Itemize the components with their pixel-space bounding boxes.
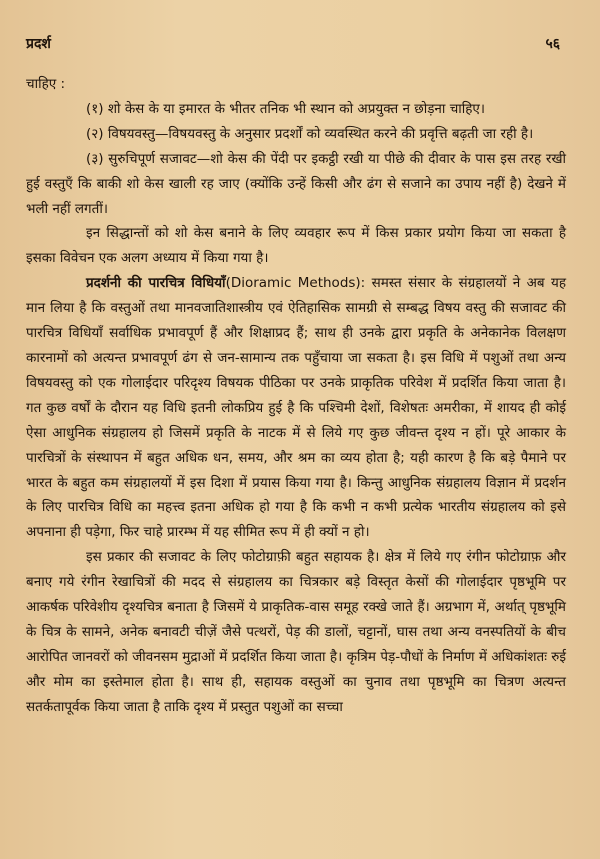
body-text xyxy=(26,72,566,720)
page-header xyxy=(26,34,560,56)
paragraph-principles-note: इन सिद्धान्तों को शो केस बनाने के लिए व्यवहार रूप में किस प्रकार प्रयोग किया जा सकता है इसका विवेचन एक अलग अध्याय में किया गया है। xyxy=(26,225,566,267)
dioramic-methods-text: (Dioramic Methods): समस्त संसार के संग्रहालयों ने अब यह मान लिया है कि वस्तुओं तथा मानवजातिशास्त्रीय एवं ऐतिहासिक सामग्री से सम्बद्ध विषय वस्तु की सजावट की पारचित्र विधियाँ सर्वाधिक प्रभावपूर्ण हैं और शिक्षाप्रद हैं; साथ ही उनके द्वारा प्रकृति के अनेकानेक विलक्षण कारनामों को अत्यन्त प्रभावपूर्ण ढंग से जन-सामान्य तक पहुँचाया जा सकता है। इस विधि में पशुओं तथा अन्य विषयवस्तु को एक गोलाईदार परिदृश्य विषयक पीठिका पर उनके प्राकृतिक परिवेश में प्रदर्शित किया जाता है। गत कुछ वर्षों के दौरान यह विधि इतनी लोकप्रिय हुई है कि पश्चिमी देशों, विशेषतः अमरीका, में शायद ही कोई ऐसा आधुनिक संग्रहालय हो जिसमें प्रकृति के नाटक में से लिये गए कुछ जीवन्त दृश्य न हों। पूरे आकार के पारचित्रों के संस्थापन में बहुत अधिक धन, समय, और श्रम का व्यय होता है; यही कारण है कि बड़े पैमाने पर भारत के बहुत कम संग्रहालयों में इस दिशा में प्रयास किया गया है। किन्तु आधुनिक संग्रहालय विज्ञान में प्रदर्शन के लिए पारचित्र विधि का महत्त्व इतना अधिक हो गया है कि कभी न कभी प्रत्येक भारतीय संग्रहालय को इसे अपनाना ही पड़ेगा, फिर चाहे प्रारम्भ में यह सीमित रूप में ही क्यों न हो। xyxy=(26,275,566,541)
section-heading: प्रदर्शनी की पारचित्र विधियाँ xyxy=(86,275,226,292)
paragraph-principle-3: (३) सुरुचिपूर्ण सजावट—शो केस की पेंदी पर इकट्ठी रखी या पीछे की दीवार के पास इस तरह रखी हुई वस्तुएँ कि बाकी शो केस खाली रह जाए (क्योंकि उन्हें किसी और ढंग से सजाने का उपाय नहीं है) देखने में भली नहीं लगतीं। xyxy=(26,150,566,217)
paragraph-principle-2: (२) विषयवस्तु—विषयवस्तु के अनुसार प्रदर्शों को व्यवस्थित करने की प्रवृत्ति बढ़ती जा रही है। xyxy=(86,125,534,142)
paragraph-dioramic-methods xyxy=(26,271,566,545)
paragraph-principle-1: (१) शो केस के या इमारत के भीतर तनिक भी स्थान को अप्रयुक्त न छोड़ना चाहिए। xyxy=(86,100,486,117)
page-number: ५६ xyxy=(545,36,560,52)
running-head: प्रदर्श xyxy=(26,36,51,52)
paragraph-intro: चाहिए : xyxy=(26,76,66,92)
paragraph-photography: इस प्रकार की सजावट के लिए फोटोग्राफ़ी बहुत सहायक है। क्षेत्र में लिये गए रंगीन फोटोग्राफ़ और बनाए गये रंगीन रेखाचित्रों की मदद से संग्रहालय का चित्रकार बड़े विस्तृत केसों की गोलाईदार पृष्ठभूमि पर आकर्षक परिवेशीय दृश्यचित्र बनाता है जिसमें ये प्राकृतिक-वास समूह रक्खे जाते हैं। अग्रभाग में, अर्थात् पृष्ठभूमि के चित्र के सामने, अनेक बनावटी चीज़ें जैसे पत्थरों, पेड़ की डालों, चट्टानों, घास तथा अन्य वनस्पतियों के बीच आरोपित जानवरों को जीवनसम मुद्राओं में प्रदर्शित किया जाता है। कृत्रिम पेड़-पौधों के निर्माण में अधिकांशतः रुई और मोम का इस्तेमाल होता है। साथ ही, सहायक वस्तुओं का चुनाव तथा पृष्ठभूमि का चित्रण अत्यन्त सतर्कतापूर्वक किया जाता है ताकि दृश्य में प्रस्तुत पशुओं का सच्चा xyxy=(26,549,566,715)
